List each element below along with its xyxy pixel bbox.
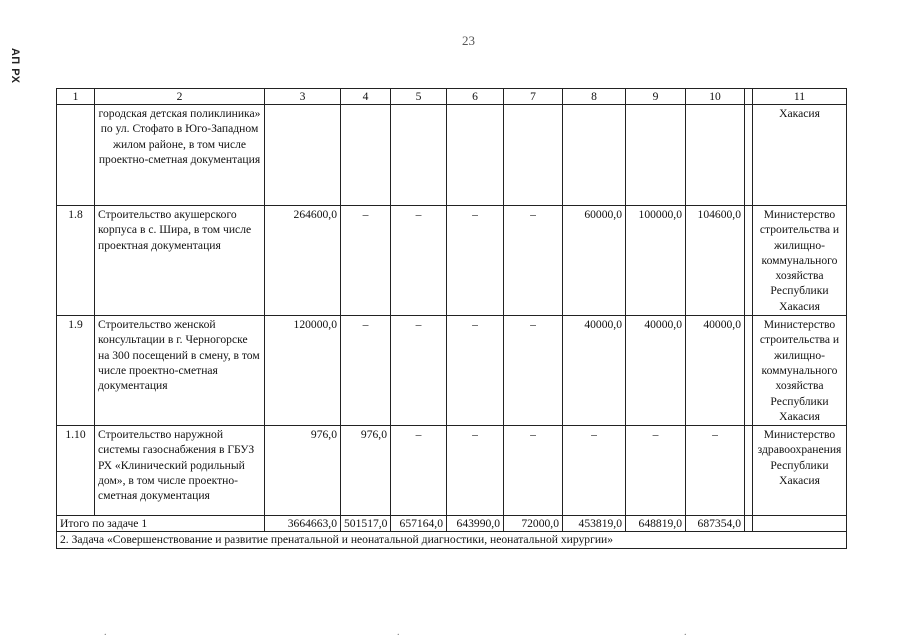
row-value: – (447, 316, 504, 426)
row-value: – (626, 426, 686, 516)
total-value: 3664663,0 (265, 516, 341, 532)
table-row (57, 105, 847, 206)
column-header: 11 (753, 89, 847, 105)
column-header: 8 (563, 89, 626, 105)
total-value: 687354,0 (686, 516, 745, 532)
side-label: АП РХ (9, 48, 21, 84)
row-value: 976,0 (341, 426, 391, 516)
table-row (57, 206, 847, 316)
scan-mark: . (397, 627, 400, 638)
total-row (57, 516, 847, 532)
row-name: Строительство женской консультации в г. Черногорске на 300 посещений в смену, в том числе проектно-сметная документация (95, 316, 265, 426)
total-value: 453819,0 (563, 516, 626, 532)
column-header: 6 (447, 89, 504, 105)
row-value (341, 105, 391, 206)
column-header: 3 (265, 89, 341, 105)
total-label: Итого по задаче 1 (57, 516, 265, 532)
column-header: 5 (391, 89, 447, 105)
row-number (57, 105, 95, 206)
row-value: – (341, 206, 391, 316)
row-value: 976,0 (265, 426, 341, 516)
row-value: 104600,0 (686, 206, 745, 316)
total-value: 72000,0 (504, 516, 563, 532)
row-value: 60000,0 (563, 206, 626, 316)
row-value (626, 105, 686, 206)
column-gap (745, 105, 753, 206)
table-row (57, 316, 847, 426)
row-value (265, 105, 341, 206)
row-value (563, 105, 626, 206)
row-number: 1.10 (57, 426, 95, 516)
column-gap (745, 316, 753, 426)
row-value: – (447, 206, 504, 316)
column-gap (745, 89, 753, 105)
row-executor: Министерство здравоохранения Республики Хакасия (753, 426, 847, 516)
row-value: – (391, 316, 447, 426)
total-value: 501517,0 (341, 516, 391, 532)
column-gap (745, 206, 753, 316)
row-value: – (563, 426, 626, 516)
row-value: – (504, 426, 563, 516)
row-number: 1.9 (57, 316, 95, 426)
row-executor: Министерство строительства и жилищно-коммунального хозяйства Республики Хакасия (753, 316, 847, 426)
row-value: – (504, 206, 563, 316)
row-value: – (341, 316, 391, 426)
row-value: – (447, 426, 504, 516)
row-value: 120000,0 (265, 316, 341, 426)
table-row (57, 426, 847, 516)
row-value (686, 105, 745, 206)
column-number-row (57, 89, 847, 105)
row-value: 100000,0 (626, 206, 686, 316)
column-header: 7 (504, 89, 563, 105)
row-name: Строительство наружной системы газоснабжения в ГБУЗ РХ «Клинический родильный дом», в том числе проектно-сметная документация (95, 426, 265, 516)
column-header: 1 (57, 89, 95, 105)
row-value: – (391, 206, 447, 316)
row-value: 264600,0 (265, 206, 341, 316)
row-executor: Министерство строительства и жилищно-коммунального хозяйства Республики Хакасия (753, 206, 847, 316)
column-header: 2 (95, 89, 265, 105)
row-executor: Хакасия (753, 105, 847, 206)
row-value: – (686, 426, 745, 516)
total-value: 657164,0 (391, 516, 447, 532)
total-value: 643990,0 (447, 516, 504, 532)
total-executor (753, 516, 847, 532)
section-title: 2. Задача «Совершенствование и развитие пренатальной и неонатальной диагностики, неонатальной хирургии» (57, 532, 847, 549)
column-gap (745, 426, 753, 516)
row-value (391, 105, 447, 206)
row-value: – (504, 316, 563, 426)
budget-table (56, 88, 847, 549)
row-value: 40000,0 (686, 316, 745, 426)
page-number: 23 (462, 33, 475, 48)
row-value: 40000,0 (626, 316, 686, 426)
row-name: Строительство акушерского корпуса в с. Шира, в том числе проектная документация (95, 206, 265, 316)
column-header: 10 (686, 89, 745, 105)
scan-mark: . (684, 627, 687, 638)
column-gap (745, 516, 753, 532)
row-value (504, 105, 563, 206)
row-value: – (391, 426, 447, 516)
column-header: 4 (341, 89, 391, 105)
scan-mark: . (104, 627, 107, 638)
row-name: городская детская поликлиника» по ул. Стофато в Юго-Западном жилом районе, в том числе проектно-сметная документация (95, 105, 265, 206)
column-header: 9 (626, 89, 686, 105)
section-row (57, 532, 847, 549)
row-number: 1.8 (57, 206, 95, 316)
row-value: 40000,0 (563, 316, 626, 426)
total-value: 648819,0 (626, 516, 686, 532)
row-value (447, 105, 504, 206)
